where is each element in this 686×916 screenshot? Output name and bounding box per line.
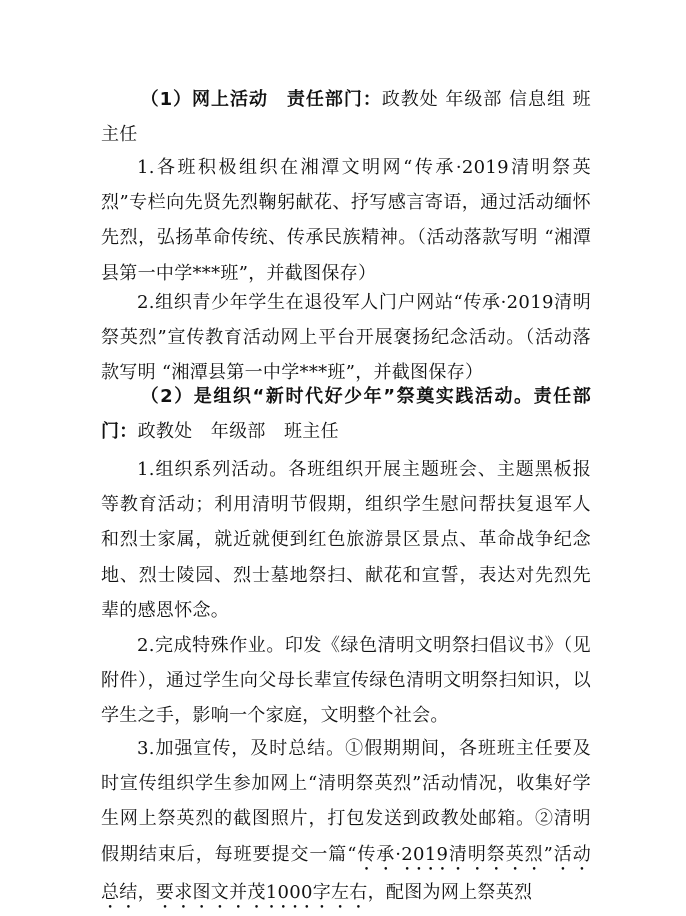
section1-item1-paragraph: 1.各班积极组织在湘潭文明网“传承·2019清明祭英烈”专栏向先贤先烈鞠躬献花、抒写感言寄语，通过活动缅怀先烈，弘扬革命传统、传承民族精神。（活动落款写明 “湘潭县第一中学***班”，并截图保存） <box>101 157 591 284</box>
section2-item3-text: 3.加强宣传，及时总结。①假期期间，各班班主任要及时宣传组织学生参加网上“清明祭英烈”活动情况，收集好学生网上祭英烈的截图照片，打包发送到政教处邮箱。②清明假期结束后，每班要提交一篇 <box>101 738 591 865</box>
section2-item3-text-continued: 配图为网上祭英烈 <box>385 881 533 903</box>
section2-item2-paragraph: 2.完成特殊作业。印发《绿色清明文明祭扫倡议书》（见附件），通过学生向父母长辈宣传绿色清明文明祭扫知识，以学生之手，影响一个家庭，文明整个社会。 <box>101 635 591 727</box>
section1-heading-label: （1）网上活动 责任部门： <box>140 89 382 110</box>
section2-heading-departments: 政教处 年级部 班主任 <box>137 421 339 443</box>
section1-heading <box>101 82 591 152</box>
section2-heading-label: （2）是组织“新时代好少年”祭奠实践活动。责任部门： <box>101 386 591 443</box>
section2-item3-emphasized-text: “传承·2019清明祭英烈”活动总结，要求图文并茂1000字左右， <box>101 843 591 903</box>
section1-heading-departments: 政教处 年级部 信息组 班主任 <box>101 89 591 146</box>
section2-item3-paragraph <box>101 731 591 913</box>
section2-heading <box>101 379 591 449</box>
section1-item2-paragraph: 2.组织青少年学生在退役军人门户网站“传承·2019清明祭英烈”宣传教育活动网上平台开展褒扬纪念活动。（活动落款写明 “湘潭县第一中学***班”，并截图保存） <box>101 292 591 384</box>
section2-item1-paragraph: 1.组织系列活动。各班组织开展主题班会、主题黑板报等教育活动；利用清明节假期，组织学生慰问帮扶复退军人和烈士家属，就近就便到红色旅游景区景点、革命战争纪念地、烈士陵园、烈士墓地祭扫、献花和宣誓，表达对先烈先辈的感恩怀念。 <box>101 459 591 621</box>
